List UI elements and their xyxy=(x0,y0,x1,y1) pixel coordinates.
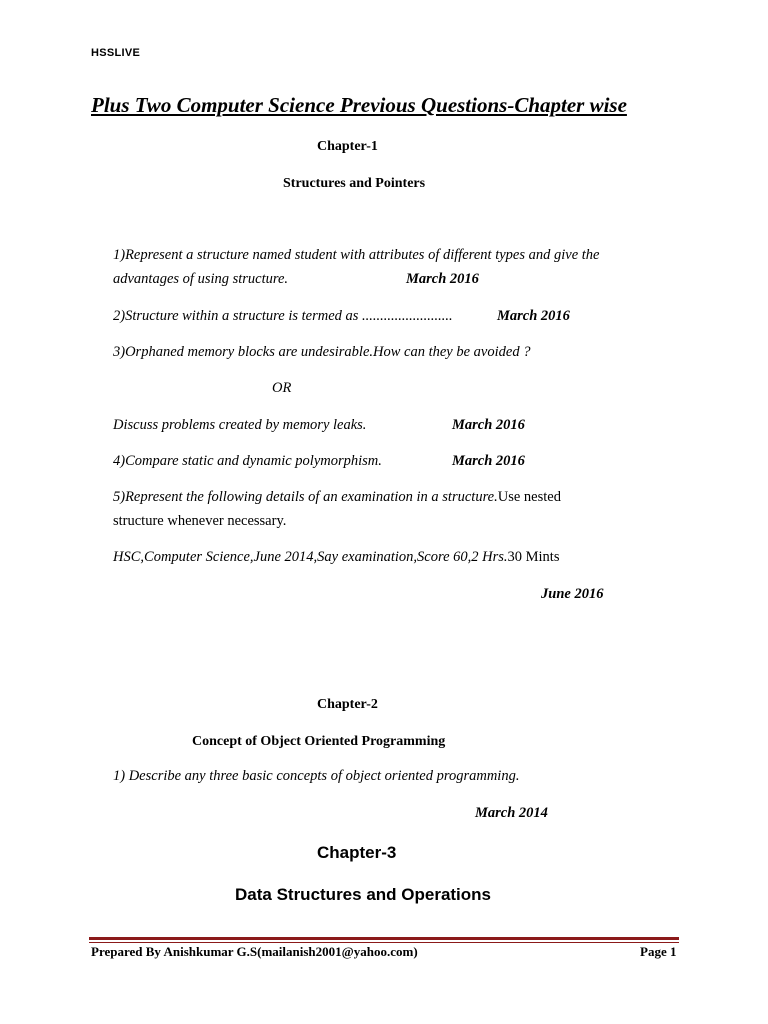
question-1-line-2: advantages of using structure. xyxy=(113,271,289,287)
question-5-normal-part: Use nested xyxy=(497,489,561,505)
footer-page-number: Page 1 xyxy=(640,944,677,959)
question-1-date: March 2016 xyxy=(406,271,479,287)
chapter-2-question-1-text: 1) Describe any three basic concepts of object oriented programming. xyxy=(113,768,520,784)
question-2-date: March 2016 xyxy=(497,308,570,324)
question-5-line-3-normal: 30 Mints xyxy=(507,549,560,565)
question-2-text: 2)Structure within a structure is termed as ......................... xyxy=(113,308,453,324)
question-5-date: June 2016 xyxy=(541,586,604,602)
question-5-italic-part: 5)Represent the following details of an examination in a structure. xyxy=(113,489,498,505)
chapter-2-subheading: Concept of Object Oriented Programming xyxy=(192,734,446,749)
question-5-line-3 xyxy=(113,549,559,566)
question-3b-date: March 2016 xyxy=(452,417,525,433)
footer-rule-thick xyxy=(89,937,679,940)
document-title: Plus Two Computer Science Previous Questions-Chapter wise xyxy=(91,93,627,117)
question-1-line-1: 1)Represent a structure named student with attributes of different types and give the xyxy=(113,247,600,263)
question-3b-text: Discuss problems created by memory leaks. xyxy=(113,417,367,433)
chapter-3-heading: Chapter-3 xyxy=(317,843,397,862)
question-5-line-1 xyxy=(113,489,561,506)
footer-prepared-by: Prepared By Anishkumar G.S(mailanish2001@yahoo.com) xyxy=(91,944,418,959)
footer-rule-thin xyxy=(89,942,679,943)
chapter-3-subheading: Data Structures and Operations xyxy=(235,885,492,904)
question-4-date: March 2016 xyxy=(452,453,525,469)
question-5-line-3-italic: HSC,Computer Science,June 2014,Say examination,Score 60,2 Hrs. xyxy=(113,549,508,565)
header-label: HSSLIVE xyxy=(91,47,141,59)
chapter-2-question-1-date: March 2014 xyxy=(475,805,548,821)
chapter-1-heading: Chapter-1 xyxy=(317,139,378,154)
question-5-line-2-text: structure whenever necessary. xyxy=(113,513,287,529)
question-3-text: 3)Orphaned memory blocks are undesirable.How can they be avoided ? xyxy=(113,344,531,360)
or-separator: OR xyxy=(272,380,292,396)
chapter-1-subheading: Structures and Pointers xyxy=(283,176,426,191)
chapter-2-heading: Chapter-2 xyxy=(317,697,378,712)
question-5-line-2 xyxy=(113,513,286,530)
question-4-text: 4)Compare static and dynamic polymorphism. xyxy=(113,453,382,469)
